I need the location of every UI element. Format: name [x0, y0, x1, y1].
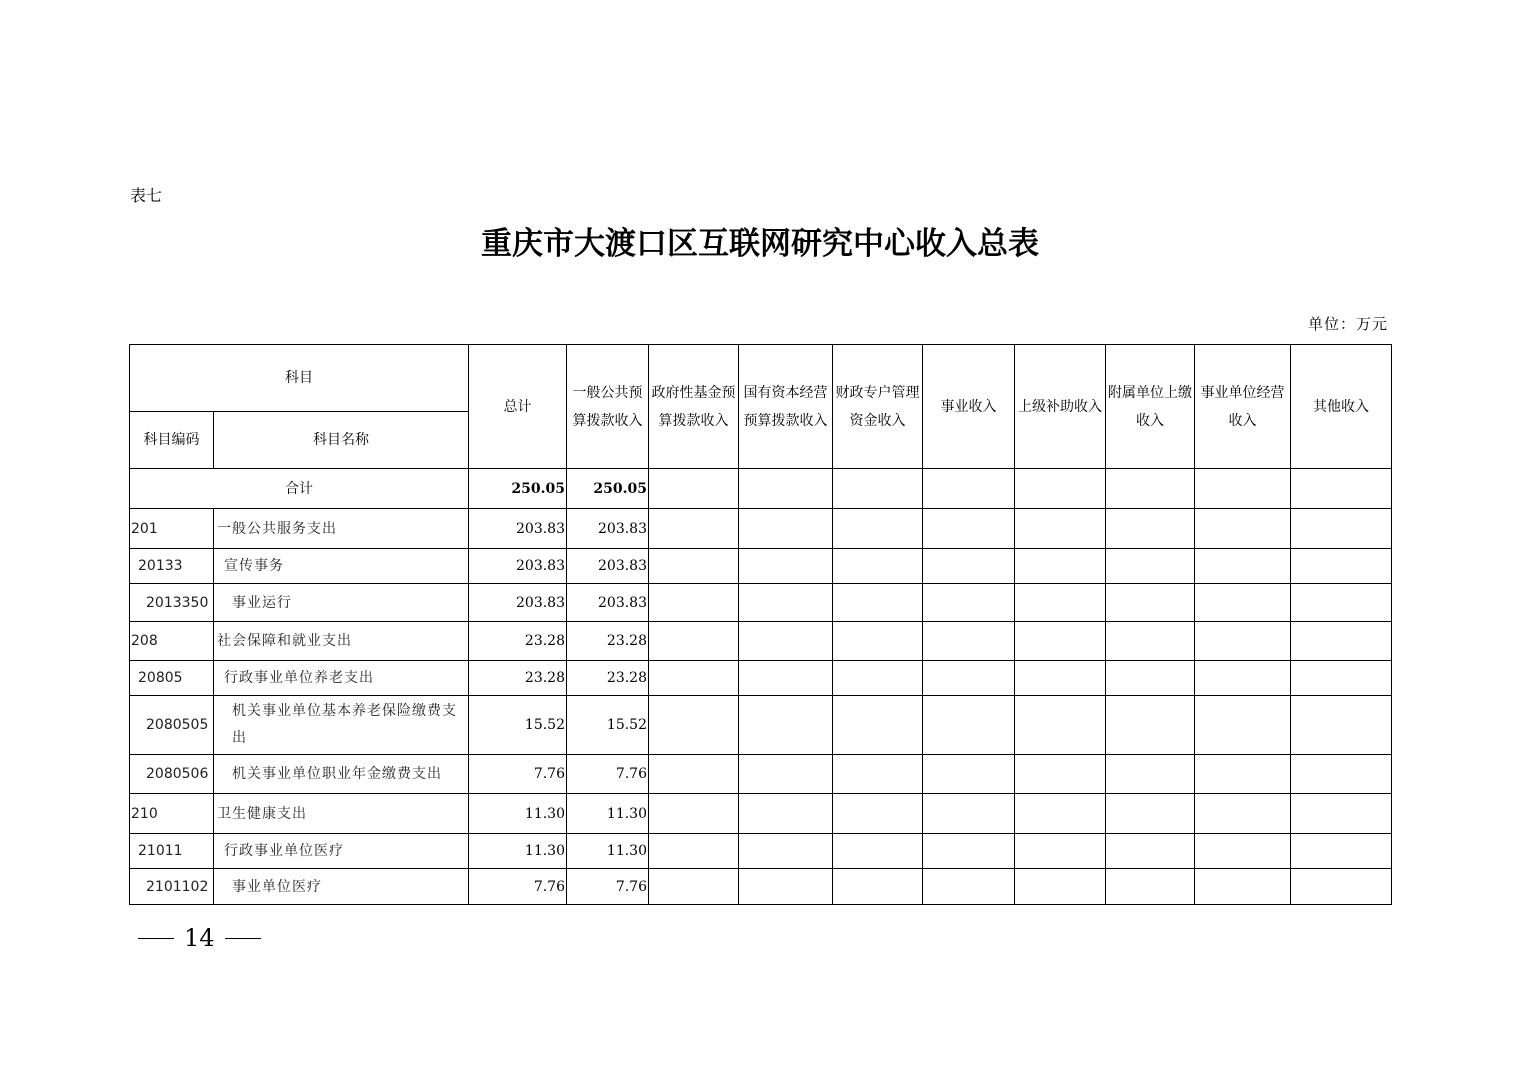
- empty-cell: [833, 794, 923, 834]
- empty-cell: [1015, 755, 1106, 794]
- empty-cell: [739, 469, 833, 509]
- table-row: [130, 834, 1392, 869]
- empty-cell: [923, 622, 1015, 661]
- empty-cell: [649, 622, 739, 661]
- page-number-text: 14: [184, 924, 215, 952]
- empty-cell: [923, 834, 1015, 869]
- total-cell: 203.83: [469, 509, 567, 549]
- subject-code-cell: 210: [130, 794, 214, 834]
- general-budget-cell: 11.30: [567, 834, 649, 869]
- empty-cell: [833, 696, 923, 755]
- empty-cell: [1291, 622, 1392, 661]
- general-budget-cell: 203.83: [567, 509, 649, 549]
- empty-cell: [1195, 755, 1291, 794]
- header-subject: 科目: [130, 345, 469, 412]
- empty-cell: [739, 794, 833, 834]
- subject-name-cell: 机关事业单位基本养老保险缴费支出: [214, 696, 469, 755]
- empty-cell: [649, 755, 739, 794]
- empty-cell: [923, 509, 1015, 549]
- empty-cell: [1015, 622, 1106, 661]
- table-row: [130, 509, 1392, 549]
- income-summary-table: [129, 344, 1392, 905]
- empty-cell: [1015, 696, 1106, 755]
- empty-cell: [1291, 869, 1392, 905]
- empty-cell: [1015, 869, 1106, 905]
- total-cell: 23.28: [469, 661, 567, 696]
- empty-cell: [1195, 794, 1291, 834]
- general-budget-cell: 15.52: [567, 696, 649, 755]
- empty-cell: [1291, 469, 1392, 509]
- table-row: [130, 755, 1392, 794]
- empty-cell: [1106, 584, 1195, 622]
- subject-name-cell: 行政事业单位医疗: [214, 834, 469, 869]
- general-budget-cell: 23.28: [567, 622, 649, 661]
- empty-cell: [1291, 834, 1392, 869]
- empty-cell: [649, 661, 739, 696]
- empty-cell: [1195, 622, 1291, 661]
- header-general-budget: 一般公共预算拨款收入: [567, 345, 649, 469]
- subject-code-cell: 2080506: [130, 755, 214, 794]
- header-business-income: 事业收入: [923, 345, 1015, 469]
- table-row: [130, 696, 1392, 755]
- empty-cell: [833, 509, 923, 549]
- empty-cell: [739, 696, 833, 755]
- subject-name-cell: 卫生健康支出: [214, 794, 469, 834]
- empty-cell: [1291, 755, 1392, 794]
- empty-cell: [923, 584, 1015, 622]
- empty-cell: [923, 794, 1015, 834]
- empty-cell: [1291, 584, 1392, 622]
- empty-cell: [1106, 696, 1195, 755]
- subject-name-cell: 一般公共服务支出: [214, 509, 469, 549]
- table-row: [130, 622, 1392, 661]
- subject-code-cell: 2013350: [130, 584, 214, 622]
- general-budget-cell: 203.83: [567, 549, 649, 584]
- empty-cell: [649, 469, 739, 509]
- empty-cell: [649, 794, 739, 834]
- empty-cell: [833, 661, 923, 696]
- subject-name-cell: 行政事业单位养老支出: [214, 661, 469, 696]
- empty-cell: [1015, 834, 1106, 869]
- empty-cell: [1291, 696, 1392, 755]
- empty-cell: [1195, 509, 1291, 549]
- header-affiliated-unit: 附属单位上缴收入: [1106, 345, 1195, 469]
- empty-cell: [923, 755, 1015, 794]
- empty-cell: [1195, 661, 1291, 696]
- empty-cell: [739, 509, 833, 549]
- summary-label: 合计: [130, 469, 469, 509]
- table-row: [130, 549, 1392, 584]
- empty-cell: [923, 469, 1015, 509]
- subject-code-cell: 2080505: [130, 696, 214, 755]
- general-budget-cell: 203.83: [567, 584, 649, 622]
- table-row: [130, 661, 1392, 696]
- total-cell: 11.30: [469, 834, 567, 869]
- empty-cell: [739, 834, 833, 869]
- empty-cell: [649, 869, 739, 905]
- empty-cell: [649, 696, 739, 755]
- empty-cell: [833, 622, 923, 661]
- table-row: [130, 794, 1392, 834]
- empty-cell: [1106, 509, 1195, 549]
- general-budget-cell: 23.28: [567, 661, 649, 696]
- header-other-income: 其他收入: [1291, 345, 1392, 469]
- summary-general-budget: 250.05: [567, 469, 649, 509]
- empty-cell: [1291, 549, 1392, 584]
- general-budget-cell: 7.76: [567, 755, 649, 794]
- empty-cell: [923, 661, 1015, 696]
- empty-cell: [923, 549, 1015, 584]
- header-business-operation: 事业单位经营收入: [1195, 345, 1291, 469]
- empty-cell: [1195, 469, 1291, 509]
- header-special-account: 财政专户管理资金收入: [833, 345, 923, 469]
- empty-cell: [1015, 469, 1106, 509]
- empty-cell: [1015, 794, 1106, 834]
- general-budget-cell: 7.76: [567, 869, 649, 905]
- header-subject-code: 科目编码: [130, 412, 214, 469]
- subject-name-cell: 事业单位医疗: [214, 869, 469, 905]
- subject-name-cell: 事业运行: [214, 584, 469, 622]
- subject-code-cell: 21011: [130, 834, 214, 869]
- summary-total: 250.05: [469, 469, 567, 509]
- empty-cell: [1015, 509, 1106, 549]
- subject-code-cell: 201: [130, 509, 214, 549]
- empty-cell: [1015, 584, 1106, 622]
- empty-cell: [739, 549, 833, 584]
- empty-cell: [649, 834, 739, 869]
- total-cell: 7.76: [469, 755, 567, 794]
- header-total: 总计: [469, 345, 567, 469]
- subject-name-cell: 宣传事务: [214, 549, 469, 584]
- total-cell: 15.52: [469, 696, 567, 755]
- page-title: 重庆市大渡口区互联网研究中心收入总表: [481, 226, 1039, 262]
- header-state-capital: 国有资本经营预算拨款收入: [739, 345, 833, 469]
- empty-cell: [1106, 661, 1195, 696]
- empty-cell: [1195, 584, 1291, 622]
- subject-code-cell: 208: [130, 622, 214, 661]
- header-superior-subsidy: 上级补助收入: [1015, 345, 1106, 469]
- table-label: 表七: [130, 186, 163, 205]
- empty-cell: [1195, 834, 1291, 869]
- empty-cell: [1106, 622, 1195, 661]
- unit-label: 单位：万元: [1307, 315, 1388, 333]
- empty-cell: [1106, 549, 1195, 584]
- empty-cell: [649, 584, 739, 622]
- total-cell: 7.76: [469, 869, 567, 905]
- empty-cell: [1106, 755, 1195, 794]
- empty-cell: [923, 869, 1015, 905]
- header-subject-name: 科目名称: [214, 412, 469, 469]
- subject-code-cell: 20133: [130, 549, 214, 584]
- total-cell: 203.83: [469, 549, 567, 584]
- empty-cell: [739, 869, 833, 905]
- empty-cell: [1106, 794, 1195, 834]
- total-cell: 11.30: [469, 794, 567, 834]
- empty-cell: [833, 755, 923, 794]
- empty-cell: [1195, 696, 1291, 755]
- empty-cell: [1106, 869, 1195, 905]
- table-row: [130, 869, 1392, 905]
- page-number: [130, 924, 269, 952]
- empty-cell: [739, 584, 833, 622]
- header-gov-fund: 政府性基金预算拨款收入: [649, 345, 739, 469]
- empty-cell: [1195, 549, 1291, 584]
- empty-cell: [1291, 794, 1392, 834]
- empty-cell: [649, 509, 739, 549]
- total-cell: 23.28: [469, 622, 567, 661]
- general-budget-cell: 11.30: [567, 794, 649, 834]
- empty-cell: [923, 696, 1015, 755]
- empty-cell: [1291, 509, 1392, 549]
- dash-right: [225, 938, 261, 939]
- subject-name-cell: 机关事业单位职业年金缴费支出: [214, 755, 469, 794]
- subject-code-cell: 2101102: [130, 869, 214, 905]
- empty-cell: [1015, 661, 1106, 696]
- empty-cell: [1106, 834, 1195, 869]
- empty-cell: [833, 549, 923, 584]
- empty-cell: [1195, 869, 1291, 905]
- empty-cell: [649, 549, 739, 584]
- subject-name-cell: 社会保障和就业支出: [214, 622, 469, 661]
- empty-cell: [739, 755, 833, 794]
- empty-cell: [739, 661, 833, 696]
- dash-left: [138, 938, 174, 939]
- empty-cell: [1106, 469, 1195, 509]
- table-row: [130, 584, 1392, 622]
- empty-cell: [739, 622, 833, 661]
- summary-row: [130, 469, 1392, 509]
- subject-code-cell: 20805: [130, 661, 214, 696]
- empty-cell: [833, 469, 923, 509]
- empty-cell: [833, 869, 923, 905]
- total-cell: 203.83: [469, 584, 567, 622]
- empty-cell: [1291, 661, 1392, 696]
- empty-cell: [833, 834, 923, 869]
- empty-cell: [1015, 549, 1106, 584]
- empty-cell: [833, 584, 923, 622]
